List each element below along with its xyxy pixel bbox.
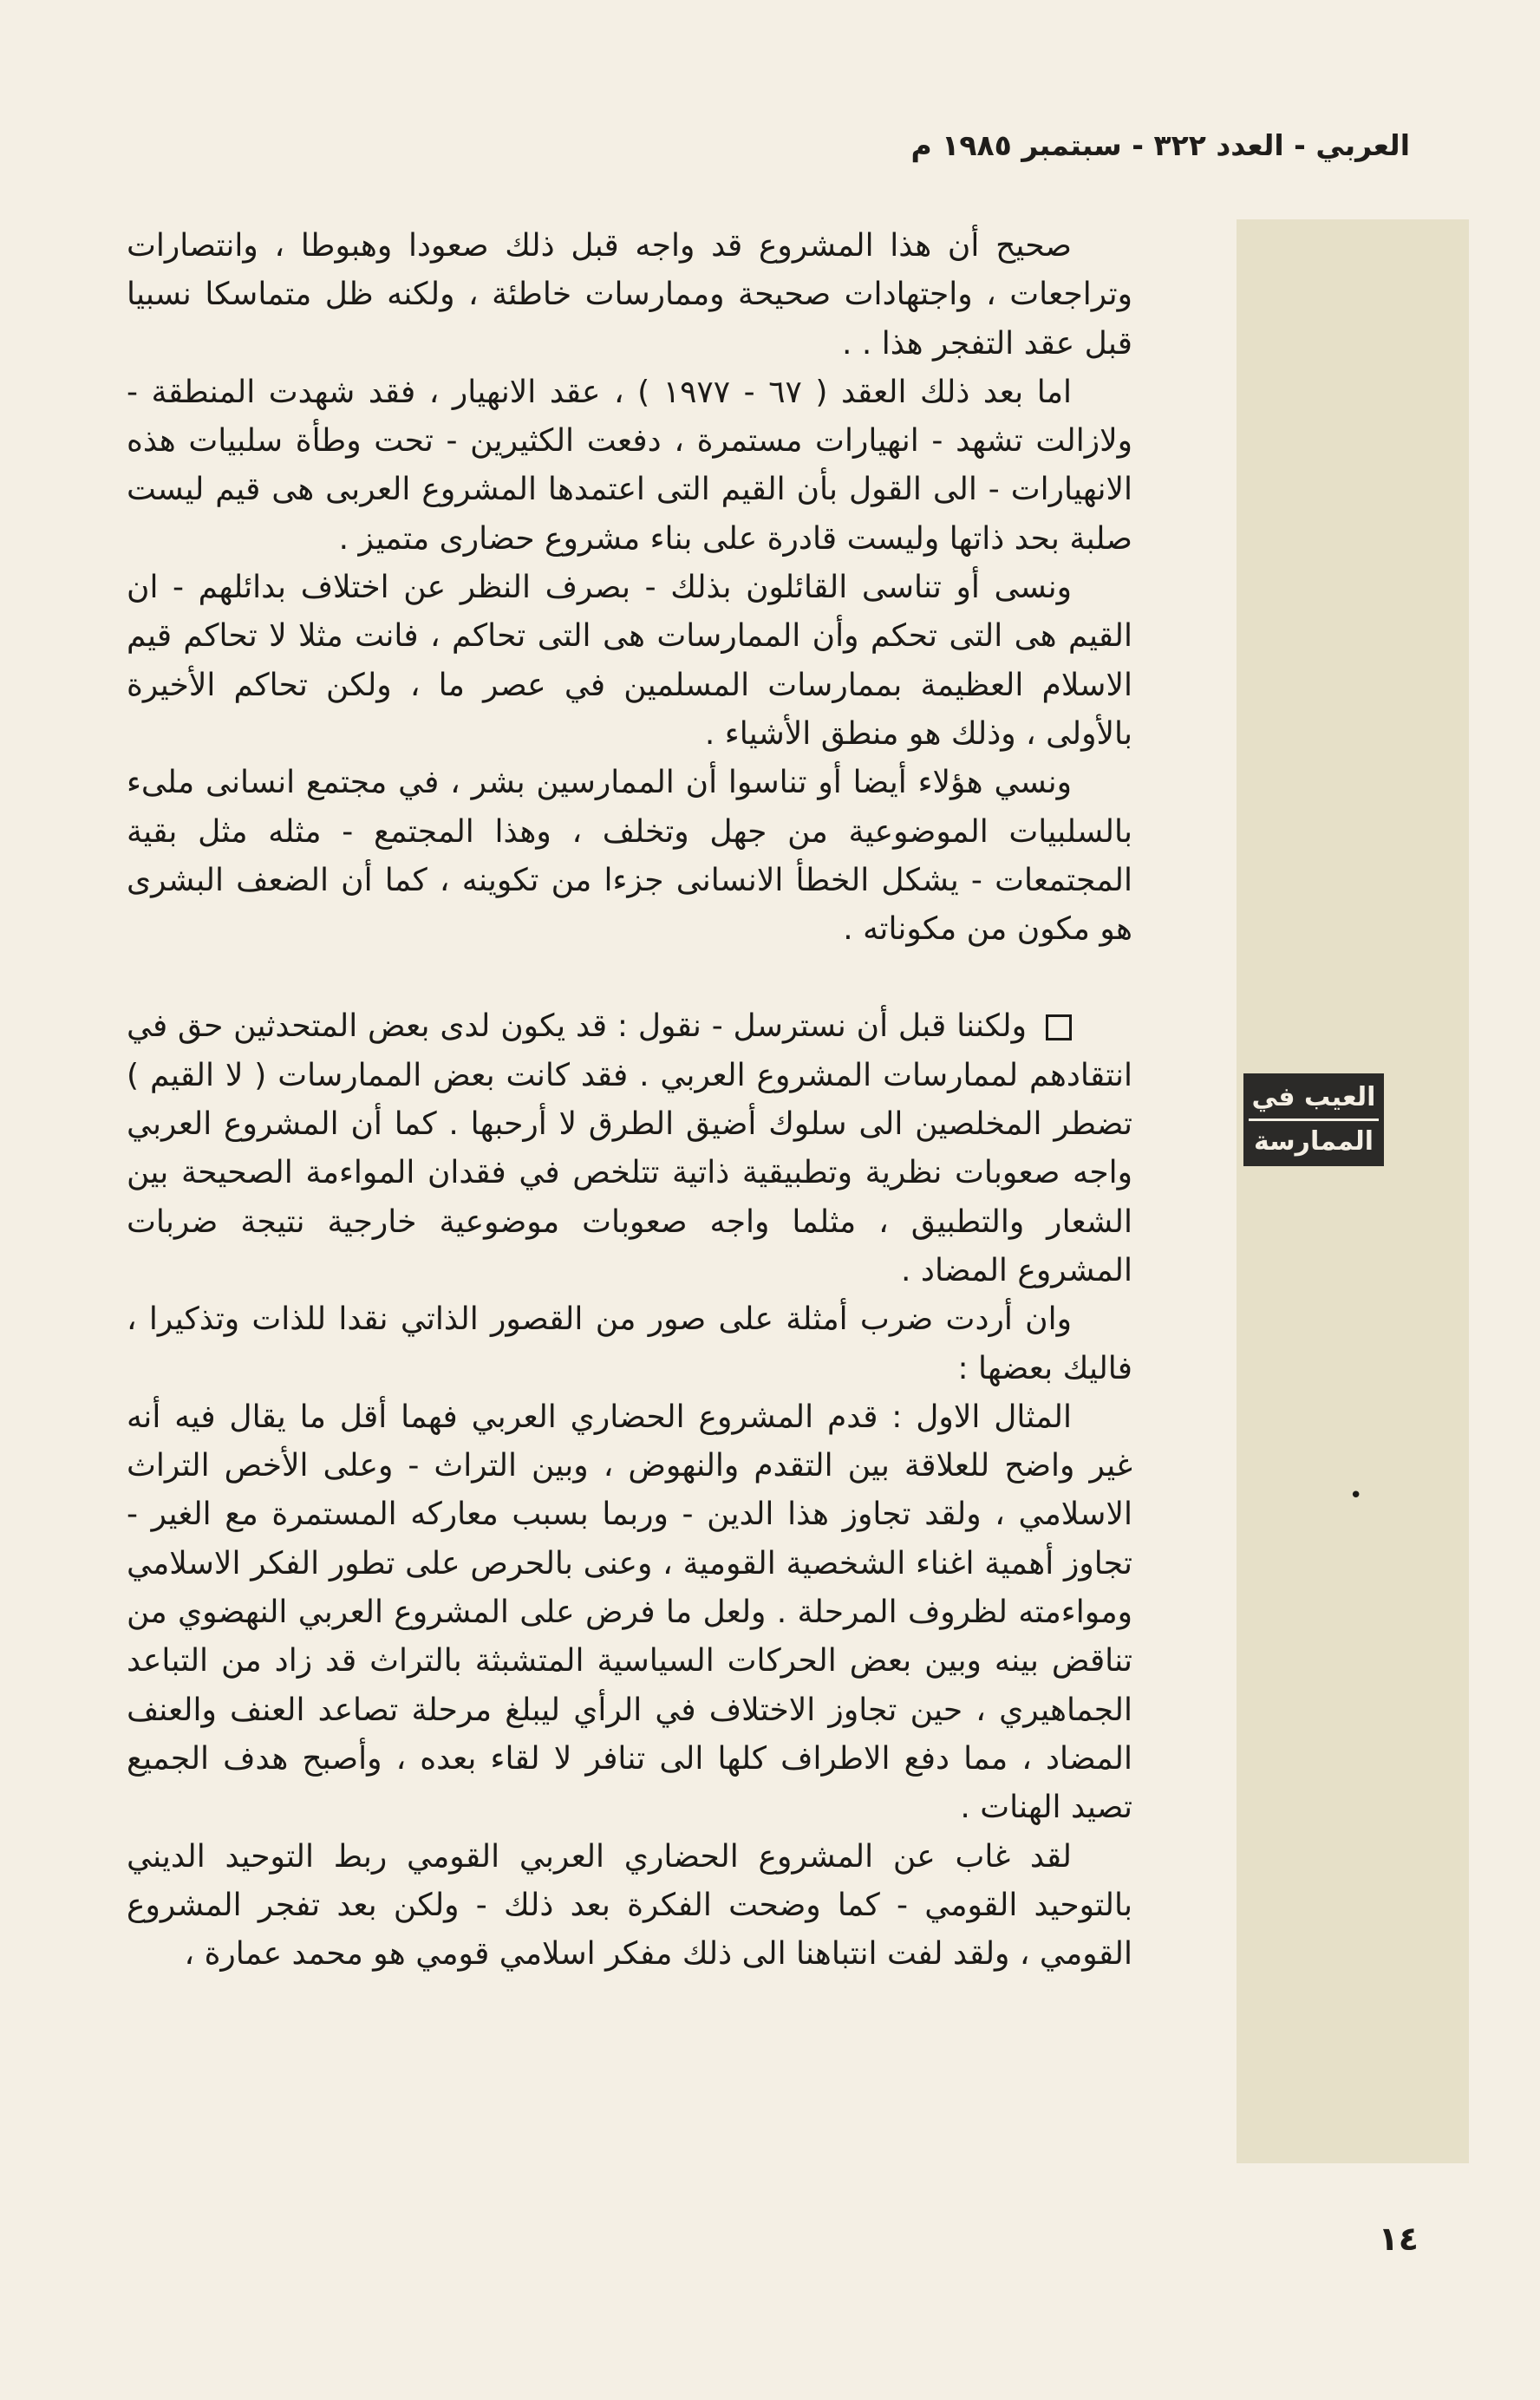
article-body [127, 222, 1132, 1979]
paragraph: ونسي هؤلاء أيضا أو تناسوا أن الممارسين بشر ، في مجتمع انسانى ملىء بالسلبيات الموضوعية من جهل وتخلف ، وهذا المجتمع - مثله مثل بقية المجتمعات - يشكل الخطأ الانسانى جزءا من تكوينه ، كما أن الضعف البشرى هو مكون من مكوناته . [127, 765, 1132, 948]
section-label-line-2: الممارسة [1253, 1126, 1374, 1157]
running-header: العربي - العدد ٣٢٢ - سبتمبر ١٩٨٥ م [910, 128, 1410, 162]
paragraph: صحيح أن هذا المشروع قد واجه قبل ذلك صعودا وهبوطا ، وانتصارات وتراجعات ، واجتهادات صحيحة وممارسات خاطئة ، ولكنه ظل متماسكا نسبيا قبل عقد التفجر هذا . . [127, 228, 1132, 362]
paragraph: المثال الاول : قدم المشروع الحضاري العربي فهما أقل ما يقال فيه أنه غير واضح للعلاقة بين التقدم والنهوض ، وبين التراث - وعلى الأخص التراث الاسلامي ، ولقد تجاوز هذا الدين - وربما بسبب معاركه المستمرة مع الغير - تجاوز أهمية اغناء الشخصية القومية ، وعنى بالحرص على تطور الفكر الاسلامي ومواءمته لظروف المرحلة . ولعل ما فرض على المشروع العربي النهضوي من تناقض بينه وبين بعض الحركات السياسية المتشبثة بالتراث قد زاد من التباعد الجماهيري ، حين تجاوز الاختلاف في الرأي ليبلغ مرحلة تصاعد العنف والعنف المضاد ، مما دفع الاطراف كلها الى تنافر لا لقاء بعده ، وأصبح هدف الجميع تصيد الهنات . [127, 1399, 1132, 1826]
section-label [1243, 1073, 1384, 1166]
page-number: ١٤ [1378, 2220, 1419, 2258]
paragraph: وان أردت ضرب أمثلة على صور من القصور الذاتي نقدا للذات وتذكيرا ، فاليك بعضها : [127, 1301, 1132, 1386]
paragraph-section-start [127, 1002, 1132, 1295]
bullet-dot: • [1349, 1483, 1363, 1509]
paragraph: اما بعد ذلك العقد ( ٦٧ - ١٩٧٧ ) ، عقد الانهيار ، فقد شهدت المنطقة - ولازالت تشهد - انهيارات مستمرة ، دفعت الكثيرين - تحت وطأة سلبيات هذه الانهيارات - الى القول بأن القيم التى اعتمدها المشروع العربى هى قيم ليست صلبة بحد ذاتها وليست قادرة على بناء مشروع حضارى متميز . [127, 374, 1132, 557]
paragraph: ونسى أو تناسى القائلون بذلك - بصرف النظر عن اختلاف بدائلهم - ان القيم هى التى تحكم وأن الممارسات هى التى تحاكم ، فانت مثلا لا تحاكم قيم الاسلام العظيمة بممارسات المسلمين في عصر ما ، ولكن تحاكم الأخيرة بالأولى ، وذلك هو منطق الأشياء . [127, 570, 1132, 752]
section-box-icon [1046, 1014, 1072, 1040]
paragraph: لقد غاب عن المشروع الحضاري العربي القومي ربط التوحيد الديني بالتوحيد القومي - كما وضحت الفكرة بعد ذلك - ولكن بعد تفجر المشروع القومي ، ولقد لفت انتباهنا الى ذلك مفكر اسلامي قومي هو محمد عمارة ، [127, 1838, 1132, 1973]
paragraph-text: ولكننا قبل أن نسترسل - نقول : قد يكون لدى بعض المتحدثين حق في انتقادهم لممارسات المشروع العربي . فقد كانت بعض الممارسات ( لا القيم ) تضطر المخلصين الى سلوك أضيق الطرق لا أرحبها . كما أن المشروع العربي واجه صعوبات نظرية وتطبيقية ذاتية تتلخص في فقدان المواءمة الصحيحة بين الشعار والتطبيق ، مثلما واجه صعوبات موضوعية خارجية نتيجة ضربات المشروع المضاد . [127, 1008, 1132, 1288]
section-label-line-1: العيب في [1249, 1077, 1379, 1121]
sidebar-column [1237, 219, 1469, 2163]
